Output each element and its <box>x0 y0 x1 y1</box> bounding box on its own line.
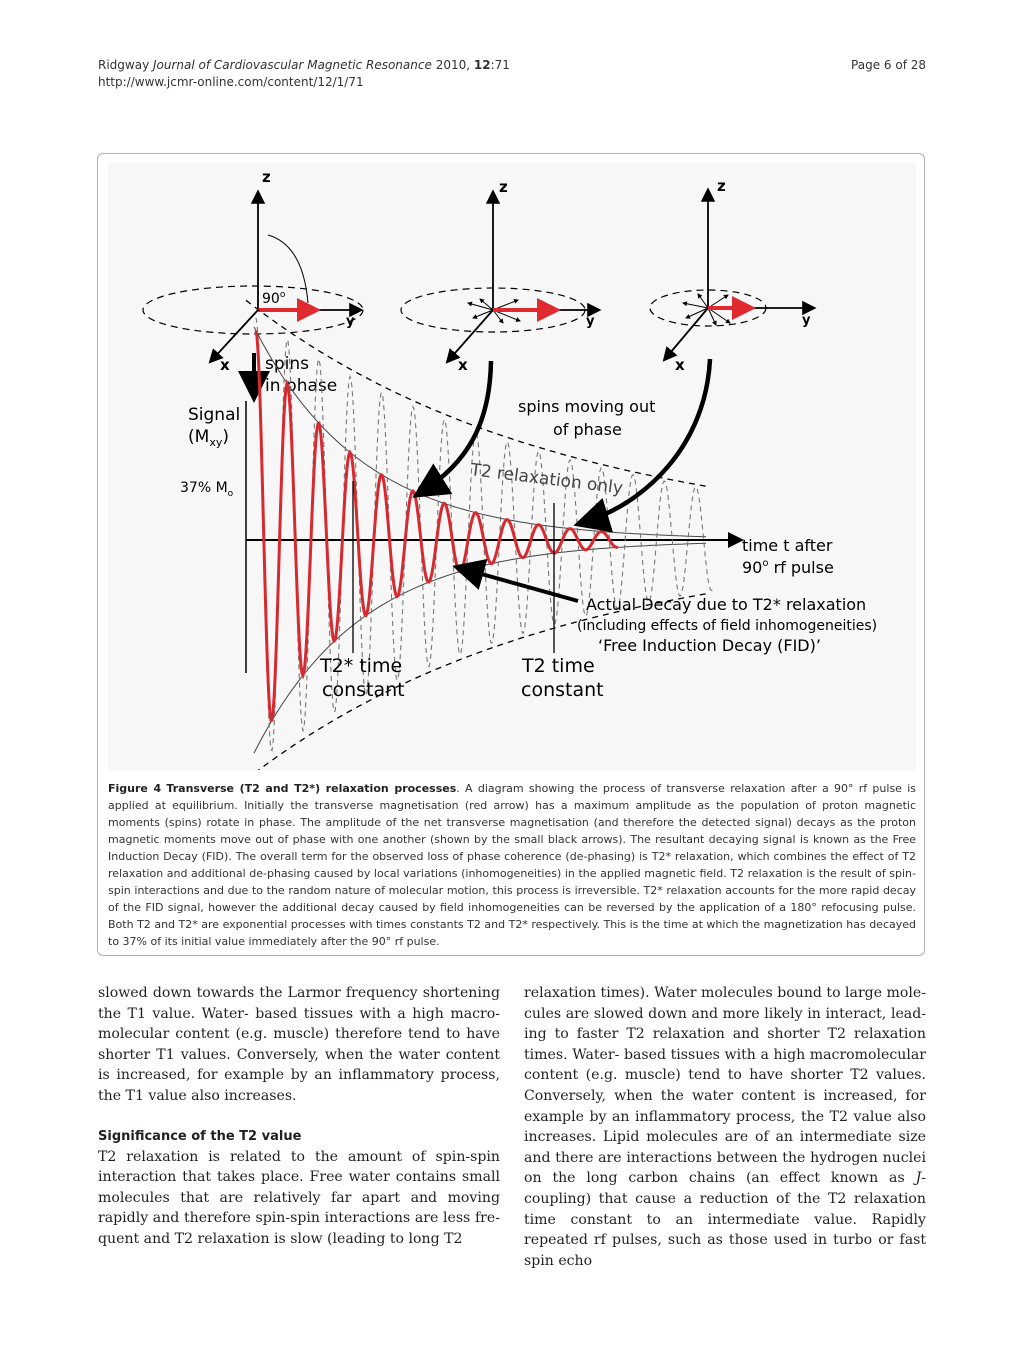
angle-label: 90$^o$ <box>262 290 286 307</box>
axis-x-label-1: x <box>220 356 230 374</box>
spins-in-phase-label-2: in phase <box>265 376 338 396</box>
axis-z-label-1: z <box>262 168 271 186</box>
axis-x-label-3: x <box>675 356 685 374</box>
volume-number: 12 <box>473 58 491 72</box>
t2star-constant-label-1: T2* time <box>320 655 403 677</box>
actual-decay-label-2: (including effects of field inhomogeneities) <box>577 618 878 634</box>
figure-title: Transverse (T2 and T2*) relaxation processes <box>166 782 457 795</box>
figure-caption <box>108 780 916 950</box>
t2-only-label: T2 relaxation only <box>469 460 624 499</box>
running-header-citation: Ridgway Journal of Cardiovascular Magnetic Resonance 2010, 12:71 <box>98 58 510 72</box>
page-number: Page 6 of 28 <box>851 58 926 72</box>
m37-label: 37% $M_o$ <box>180 480 234 499</box>
time-axis-label-2: 90$^o$ rf pulse <box>742 558 834 577</box>
actual-decay-label-3: ‘Free Induction Decay (FID)’ <box>598 636 821 655</box>
section-heading: Significance of the T2 value <box>98 1128 302 1144</box>
signal-label: Signal <box>188 405 241 425</box>
axis-y-label-3: y <box>802 313 811 328</box>
journal-name: Journal of Cardiovascular Magnetic Resonance <box>153 58 432 72</box>
body-paragraph: slowed down towards the Larmor frequency shortening the T1 value. Water- based tissues with a high macro-molecular content (e.g. muscle) therefore tend to have shorter T1 values. Conversely, when the water content is increased, for example by an inflammatory process, the T1 value also increases. <box>98 985 500 1104</box>
body-paragraph: T2 relaxation is related to the amount of spin-spin interaction that takes place. Free water contains small molecules that are relatively far apart and moving rapidly and therefore spin-spin interactions are less fre-quent and T2 relaxation is slow (leading to long T2 <box>98 1148 500 1247</box>
article-url[interactable]: http://www.jcmr-online.com/content/12/1/71 <box>98 75 364 89</box>
spins-out-label-1: spins moving out <box>518 397 656 416</box>
left-column <box>98 983 500 1250</box>
figure-label: Figure 4 <box>108 782 162 795</box>
axis-z-label-3: z <box>717 177 726 195</box>
dephasing-arrow-2 <box>582 359 710 523</box>
figure-image <box>108 163 916 770</box>
right-column <box>524 983 926 1271</box>
caption-text: . A diagram showing the process of transverse relaxation after a 90° rf pulse is applied at equilibrium. Initially the transverse magnetisation (red arrow) has a maximum amplitude as the population of proton magnetic moments (spins) rotate in phase. The amplitude of the net transverse magnetisation (and therefore the detected signal) decays as the proton magnetic moments move out of phase with one another (shown by the small black arrows). The resultant decaying signal is known as the Free Induction Decay (FID). The overall term for the observed loss of phase coherence (de-phasing) is T2* relaxation, which combines the effect of T2 relaxation and additional de-phasing caused by local variations (inhomogeneities) in the applied magnetic field. T2 relaxation is the result of spin-spin interactions and due to the random nature of molecular motion, this process is irreversible. T2* relaxation accounts for the more rapid decay of the FID signal, however the additional decay caused by field inhomogeneities can be reversed by the application of a 180° refocusing pulse. Both T2 and T2* are exponential processes with times constants T2 and T2* respectively. This is the time at which the magnetization has decayed to 37% of its initial value immediately after the 90° rf pulse. <box>108 782 917 948</box>
axis-y-label-1: y <box>346 314 355 329</box>
t2star-constant-label-2: constant <box>322 679 405 701</box>
axis-x-label-2: x <box>458 356 468 374</box>
spins-out-label-2: of phase <box>553 420 622 439</box>
frame-in-phase <box>143 168 363 374</box>
spins-in-phase-label-1: spins <box>265 354 310 374</box>
t2-constant-label-1: T2 time <box>522 655 595 677</box>
t2-constant-label-2: constant <box>521 679 604 701</box>
frame-dephasing-1 <box>401 178 598 374</box>
axis-y-label-2: y <box>586 314 595 329</box>
fid-pointer-arrow <box>460 568 578 601</box>
frame-dephasing-2 <box>650 177 813 374</box>
body-paragraph: relaxation times). Water molecules bound to large mole-cules are slowed down and more likely in interact, lead-ing to faster T2 relaxation and shorter T2 relaxation times. Water- based tissues with a high macromolecular content (e.g. muscle) tend to have shorter T2 values. Conversely, when the water content is increased, for example by an inflammatory process, the T2 value also increases. Lipid molecules are of an intermediate size and there are interactions between the hydrogen nuclei on the long carbon chains (an effect known as J-coupling) that cause a reduction of the T2 relaxation time constant to an intermediate value. Rapidly repeated rf pulses, such as those used in turbo or fast spin echo <box>524 985 926 1269</box>
axis-z-label-2: z <box>499 178 508 196</box>
actual-decay-label-1: Actual Decay due to T2* relaxation <box>586 595 867 614</box>
signal-label-mxy: $(M_{xy})$ <box>188 427 229 449</box>
transverse-relaxation-diagram <box>108 163 916 770</box>
time-axis-label-1: time t after <box>742 536 833 555</box>
